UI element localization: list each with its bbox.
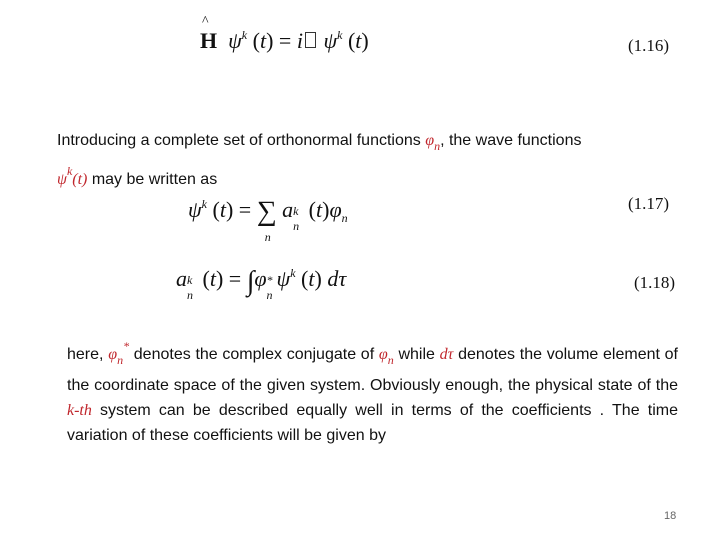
p2-text-1: denotes the complex conjugate of [129, 346, 379, 363]
p2-phi2: φ [378, 346, 388, 363]
intro-paragraph [57, 128, 697, 192]
p2-here: here, [67, 346, 109, 363]
p2-phi: φ [108, 346, 118, 363]
p2-text-3: denotes the volume element of the coordinate space of the given system. Obviously enough, the physical state of the [67, 346, 678, 394]
p2-star: * [123, 339, 130, 353]
psi-argument: (t) [72, 171, 88, 188]
p2-kth: k-th [67, 402, 92, 419]
equation-number-1-16: (1.16) [628, 36, 670, 55]
p2-phi-sub: n [117, 353, 124, 367]
p2-text-4: system can be described equally well in terms of the coefficients . The time variation of these coefficients will be given by [67, 402, 678, 444]
intro-text-end: may be written as [87, 171, 218, 188]
equation-number-1-17: (1.17) [628, 194, 670, 213]
intro-text-before: Introducing a complete set of orthonormal functions [57, 132, 426, 149]
phi-symbol: φ [425, 132, 435, 149]
p2-text-2: while [393, 346, 440, 363]
psi-superscript: k [66, 164, 73, 178]
equation-1-18: a k n (t) = ∫φ * n $\psi^k$ (t) dτ [176, 266, 347, 302]
equation-number-1-18: (1.18) [634, 273, 676, 292]
p2-phi2-sub: n [387, 353, 394, 367]
page-number: 18 [664, 510, 677, 522]
equation-1-17: $\psi^k$ (t) = ∑ n a k n $(t)\varphi_n$ [188, 196, 348, 244]
p2-dtau: dτ [439, 346, 454, 363]
equation-1-16: H ^ $\psi^k$ (t) = i $\psi^k$ (t) [200, 14, 369, 53]
body-paragraph [67, 334, 678, 448]
phi-subscript: n [434, 139, 441, 153]
psi-symbol: ψ [57, 171, 67, 188]
intro-text-after: , the wave functions [440, 132, 582, 149]
